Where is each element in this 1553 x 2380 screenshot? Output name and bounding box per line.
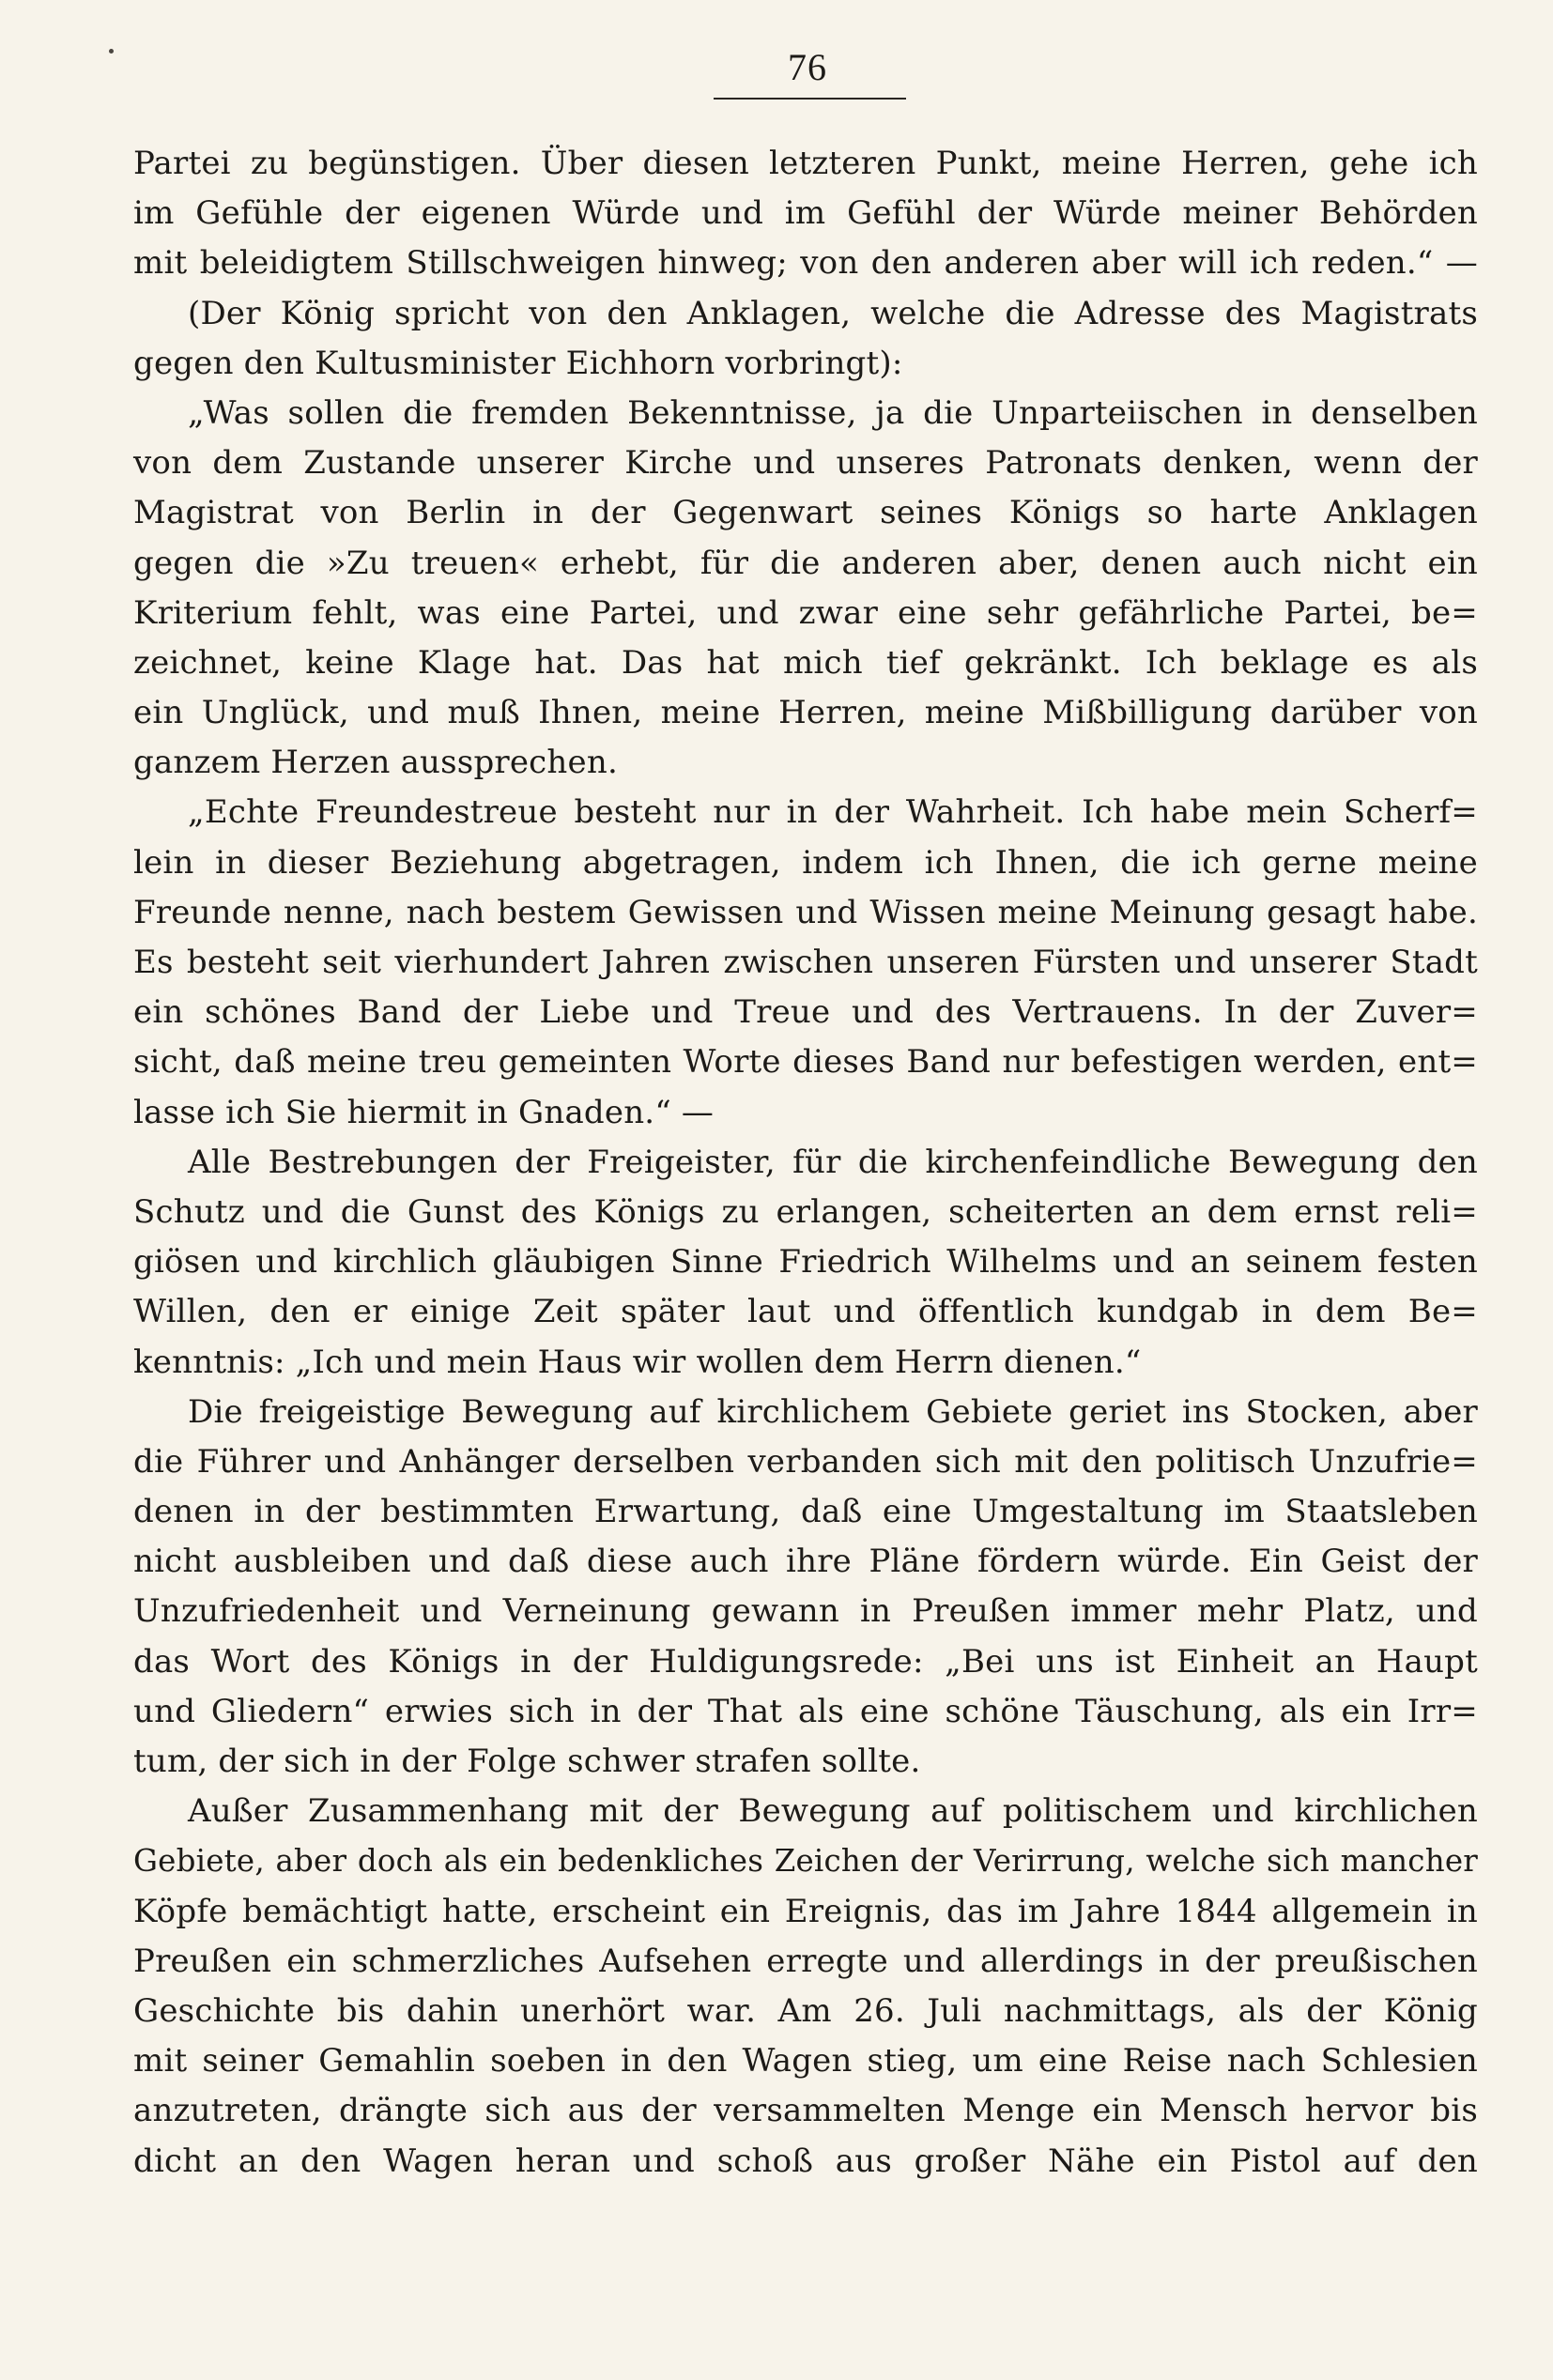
text-line: Unzufriedenheit und Verneinung gewann in Preußen immer mehr Platz, und xyxy=(133,1592,1478,1631)
text-line: ein schönes Band der Liebe und Treue und des Vertrauens. In der Zuver= xyxy=(133,993,1478,1032)
text-line: Alle Bestrebungen der Freigeister, für die kirchenfeindliche Bewegung den xyxy=(188,1143,1478,1181)
text-line: Preußen ein schmerzliches Aufsehen erregte und allerdings in der preußischen xyxy=(133,1942,1478,1980)
text-line: anzutreten, drängte sich aus der versammelten Menge ein Mensch hervor bis xyxy=(133,2092,1478,2130)
text-line: mit seiner Gemahlin soeben in den Wagen stieg, um eine Reise nach Schlesien xyxy=(133,2042,1478,2081)
text-line: die Führer und Anhänger derselben verbanden sich mit den politisch Unzufrie= xyxy=(133,1442,1478,1481)
text-line: denen in der bestimmten Erwartung, daß eine Umgestaltung im Staatsleben xyxy=(133,1493,1478,1531)
text-line: Partei zu begünstigen. Über diesen letzteren Punkt, meine Herren, gehe ich xyxy=(133,145,1478,182)
text-line: und Gliedern“ erwies sich in der That als eine schöne Täuschung, als ein Irr= xyxy=(133,1692,1478,1730)
text-line: Schutz und die Gunst des Königs zu erlangen, scheiterten an dem ernst reli= xyxy=(133,1192,1478,1231)
text-line: Willen, den er einige Zeit später laut und öffentlich kundgab in dem Be= xyxy=(133,1293,1478,1331)
text-line: dicht an den Wagen heran und schoß aus großer Nähe ein Pistol auf den xyxy=(133,2142,1478,2180)
header-rule xyxy=(714,98,906,100)
text-line: Gebiete, aber doch als ein bedenkliches Zeichen der Verirrung, welche sich mancher xyxy=(133,1843,1478,1880)
text-line: gegen den Kultusminister Eichhorn vorbringt): xyxy=(133,344,903,382)
body-text xyxy=(133,139,1478,2187)
text-line: Freunde nenne, nach bestem Gewissen und Wissen meine Meinung gesagt habe. xyxy=(133,893,1478,931)
text-line: zeichnet, keine Klage hat. Das hat mich tief gekränkt. Ich beklage es als xyxy=(133,643,1478,682)
print-speck xyxy=(109,49,114,54)
text-line: Kriterium fehlt, was eine Partei, und zwar eine sehr gefährliche Partei, be= xyxy=(133,593,1478,632)
text-line: von dem Zustande unserer Kirche und unseres Patronats denken, wenn der xyxy=(133,444,1478,483)
text-line: ein Unglück, und muß Ihnen, meine Herren, meine Mißbilligung darüber von xyxy=(133,694,1478,732)
page-number: 76 xyxy=(788,46,827,88)
text-line: Die freigeistige Bewegung auf kirchlichem Gebiete geriet ins Stocken, aber xyxy=(188,1392,1478,1431)
text-line: kenntnis: „Ich und mein Haus wir wollen dem Herrn dienen.“ xyxy=(133,1343,1142,1381)
text-line: ganzem Herzen aussprechen. xyxy=(133,744,618,782)
text-line: giösen und kirchlich gläubigen Sinne Friedrich Wilhelms und an seinem festen xyxy=(133,1243,1478,1282)
text-line: (Der König spricht von den Anklagen, welche die Adresse des Magistrats xyxy=(188,294,1478,332)
text-line: gegen die »Zu treuen« erhebt, für die anderen aber, denen auch nicht ein xyxy=(133,544,1478,582)
text-line: Geschichte bis dahin unerhört war. Am 26. Juli nachmittags, als der König xyxy=(133,1991,1478,2030)
text-line: lein in dieser Beziehung abgetragen, indem ich Ihnen, die ich gerne meine xyxy=(133,843,1478,882)
text-line: nicht ausbleiben und daß diese auch ihre Pläne fördern würde. Ein Geist der xyxy=(133,1543,1478,1581)
text-line: Magistrat von Berlin in der Gegenwart seines Königs so harte Anklagen xyxy=(133,494,1478,532)
text-line: „Was sollen die fremden Bekenntnisse, ja die Unparteiischen in denselben xyxy=(188,393,1478,432)
text-line: lasse ich Sie hiermit in Gnaden.“ — xyxy=(133,1093,715,1131)
text-line: im Gefühle der eigenen Würde und im Gefühl der Würde meiner Behörden xyxy=(133,194,1478,233)
text-line: Es besteht seit vierhundert Jahren zwischen unseren Fürsten und unserer Stadt xyxy=(133,944,1478,981)
text-line: „Echte Freundestreue besteht nur in der Wahrheit. Ich habe mein Scherf= xyxy=(188,793,1478,832)
text-line: Köpfe bemächtigt hatte, erscheint ein Ereignis, das im Jahre 1844 allgemein in xyxy=(133,1892,1478,1930)
text-line: sicht, daß meine treu gemeinten Worte dieses Band nur befestigen werden, ent= xyxy=(133,1043,1478,1082)
text-line: tum, der sich in der Folge schwer strafen sollte. xyxy=(133,1743,921,1780)
text-line: das Wort des Königs in der Huldigungsrede: „Bei uns ist Einheit an Haupt xyxy=(133,1642,1478,1681)
text-line: Außer Zusammenhang mit der Bewegung auf politischem und kirchlichen xyxy=(188,1792,1478,1831)
text-line: mit beleidigtem Stillschweigen hinweg; von den anderen aber will ich reden.“ — xyxy=(133,244,1478,283)
